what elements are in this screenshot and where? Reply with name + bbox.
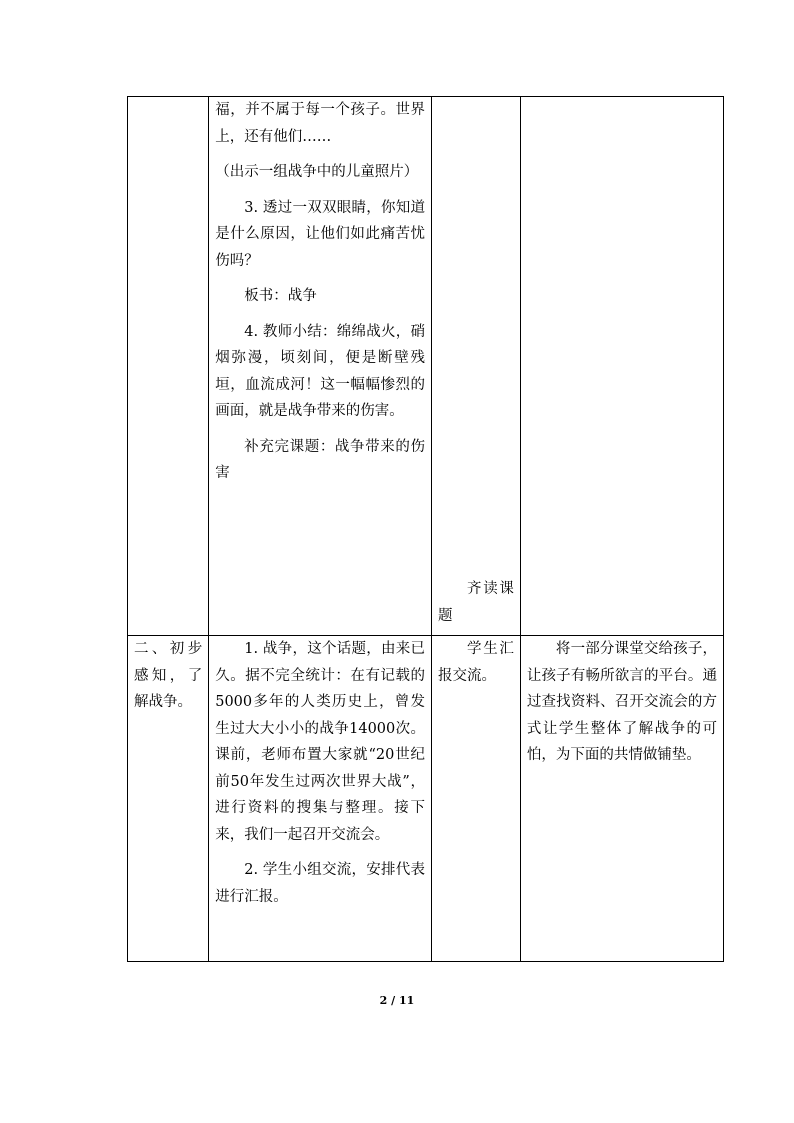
activity-paragraph: 4. 教师小结：绵绵战火，硝烟弥漫，顷刻间，便是断壁残垣，血流成河！这一幅幅惨烈的画面，就是战争带来的伤害。	[215, 323, 426, 419]
design-intent-cell	[520, 97, 723, 636]
student-activity-cell	[432, 636, 521, 962]
lesson-plan-table	[127, 96, 724, 962]
stage-cell	[128, 636, 209, 962]
activity-paragraph: 1. 战争，这个话题，由来已久。据不完全统计：在有记载的5000多年的人类历史上，曾发生过大大小小的战争14000次。课前，老师布置大家就“20世纪前50年发生过两次世界大战”，进行资料的搜集与整理。接下来，我们一起召开交流会。	[215, 641, 426, 843]
page-number: 2 / 11	[379, 994, 415, 1007]
design-intent-text: 将一部分课堂交给孩子，让孩子有畅所欲言的平台。通过查找资料、召开交流会的方式让学生整体了解战争的可怕，为下面的共情做铺垫。	[526, 641, 717, 763]
stage-cell	[128, 97, 209, 636]
design-intent-cell	[520, 636, 723, 962]
activity-paragraph: 福，并不属于每一个孩子。世界上，还有他们……	[215, 102, 426, 145]
teacher-activity-cell	[209, 636, 432, 962]
student-activity-text: 齐读课题	[438, 581, 514, 624]
table-row	[128, 636, 724, 962]
table-row	[128, 97, 724, 636]
activity-paragraph: （出示一组战争中的儿童照片）	[215, 164, 419, 180]
teacher-activity-cell	[209, 97, 432, 636]
stage-text: 二、初步感知，了解战争。	[134, 641, 203, 710]
activity-paragraph: 补充完课题：战争带来的伤害	[215, 438, 426, 481]
activity-paragraph: 板书：战争	[244, 288, 317, 304]
student-activity-cell	[432, 97, 521, 636]
activity-paragraph: 3. 透过一双双眼睛，你知道是什么原因，让他们如此痛苦忧伤吗？	[215, 199, 426, 269]
student-activity-text: 学生汇报交流。	[438, 641, 514, 684]
activity-paragraph: 2. 学生小组交流，安排代表进行汇报。	[215, 862, 426, 905]
